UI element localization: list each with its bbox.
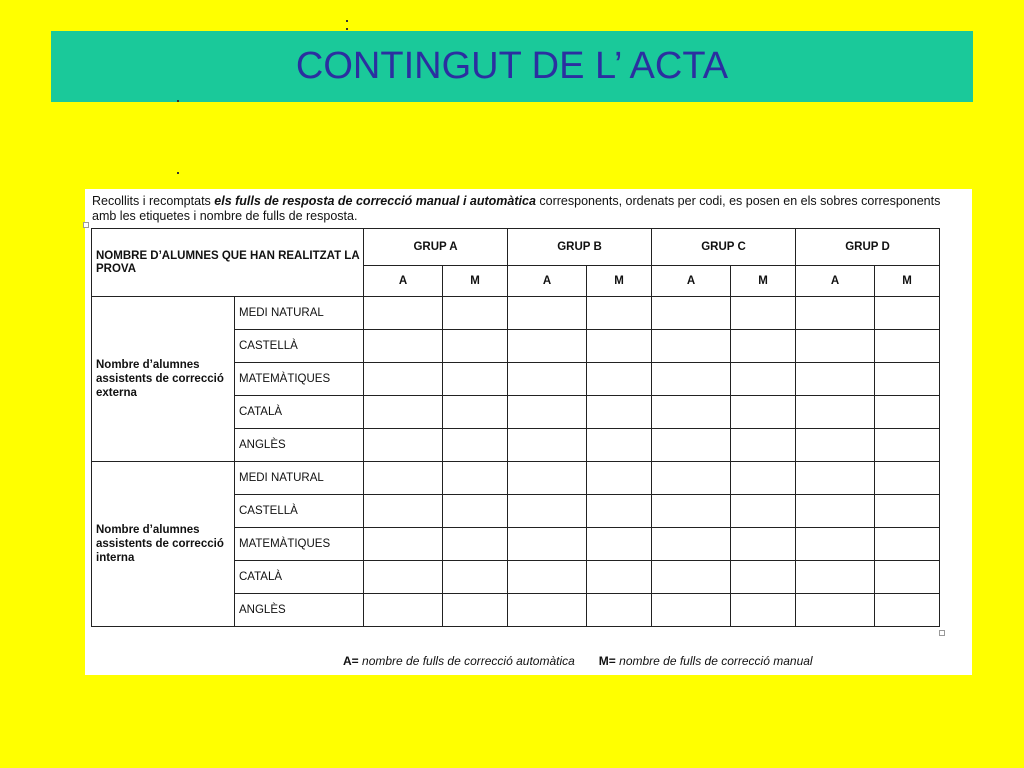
count-cell[interactable] xyxy=(587,330,652,363)
count-cell[interactable] xyxy=(796,330,875,363)
count-cell[interactable] xyxy=(508,495,587,528)
count-cell[interactable] xyxy=(443,462,508,495)
count-cell[interactable] xyxy=(508,363,587,396)
count-cell[interactable] xyxy=(508,594,587,627)
count-cell[interactable] xyxy=(652,561,731,594)
legend-m-text: nombre de fulls de correcció manual xyxy=(615,654,813,668)
legend-m-key: M= xyxy=(598,654,616,668)
title-band xyxy=(51,31,973,102)
anchor-mark xyxy=(83,222,89,228)
count-cell[interactable] xyxy=(875,462,940,495)
stray-dot xyxy=(177,100,179,102)
slide-title: CONTINGUT DE L’ ACTA xyxy=(295,45,729,87)
subject-label: CATALÀ xyxy=(235,561,364,594)
table-header-label: NOMBRE D’ALUMNES QUE HAN REALITZAT LA PROVA xyxy=(92,229,364,297)
count-cell[interactable] xyxy=(875,561,940,594)
subject-label: CASTELLÀ xyxy=(235,495,364,528)
count-cell[interactable] xyxy=(731,330,796,363)
stray-dot xyxy=(177,172,179,174)
count-cell[interactable] xyxy=(443,363,508,396)
count-cell[interactable] xyxy=(587,297,652,330)
count-cell[interactable] xyxy=(796,561,875,594)
count-cell[interactable] xyxy=(652,594,731,627)
count-cell[interactable] xyxy=(508,528,587,561)
count-cell[interactable] xyxy=(587,462,652,495)
intro-emphasis: els fulls de resposta de correcció manual i automàtica xyxy=(214,194,536,208)
count-cell[interactable] xyxy=(508,462,587,495)
legend-a-key: A= xyxy=(343,654,359,668)
count-cell[interactable] xyxy=(731,495,796,528)
group-header-row xyxy=(92,229,940,266)
count-cell[interactable] xyxy=(508,561,587,594)
count-cell[interactable] xyxy=(508,330,587,363)
subject-label: MEDI NATURAL xyxy=(235,462,364,495)
count-cell[interactable] xyxy=(443,594,508,627)
count-cell[interactable] xyxy=(587,495,652,528)
count-cell[interactable] xyxy=(364,396,443,429)
group-header-c: GRUP C xyxy=(652,229,796,266)
count-cell[interactable] xyxy=(443,561,508,594)
legend-a-text: nombre de fulls de correcció automàtica xyxy=(358,654,575,668)
count-cell[interactable] xyxy=(796,495,875,528)
count-cell[interactable] xyxy=(652,462,731,495)
table-row xyxy=(92,297,940,330)
count-cell[interactable] xyxy=(796,462,875,495)
count-cell[interactable] xyxy=(875,495,940,528)
count-cell[interactable] xyxy=(731,561,796,594)
section-label-external: Nombre d’alumnes assistents de correcció externa xyxy=(92,297,235,462)
count-cell[interactable] xyxy=(731,429,796,462)
count-cell[interactable] xyxy=(508,429,587,462)
count-cell[interactable] xyxy=(652,330,731,363)
count-cell[interactable] xyxy=(443,528,508,561)
stray-dot xyxy=(346,28,348,30)
count-cell[interactable] xyxy=(364,297,443,330)
sub-header-a: A xyxy=(796,266,875,297)
sub-header-a: A xyxy=(508,266,587,297)
count-cell[interactable] xyxy=(731,594,796,627)
count-cell[interactable] xyxy=(587,528,652,561)
sub-header-m: M xyxy=(731,266,796,297)
intro-paragraph xyxy=(92,194,952,224)
count-cell[interactable] xyxy=(731,462,796,495)
count-cell[interactable] xyxy=(443,495,508,528)
subject-label: MATEMÀTIQUES xyxy=(235,528,364,561)
section-label-internal: Nombre d’alumnes assistents de correcció interna xyxy=(92,462,235,627)
count-cell[interactable] xyxy=(796,297,875,330)
group-header-b: GRUP B xyxy=(508,229,652,266)
count-cell[interactable] xyxy=(364,363,443,396)
count-cell[interactable] xyxy=(796,363,875,396)
subject-label: ANGLÈS xyxy=(235,429,364,462)
count-cell[interactable] xyxy=(796,396,875,429)
count-cell[interactable] xyxy=(508,297,587,330)
count-cell[interactable] xyxy=(652,297,731,330)
count-cell[interactable] xyxy=(364,429,443,462)
count-cell[interactable] xyxy=(796,594,875,627)
count-cell[interactable] xyxy=(652,495,731,528)
count-cell[interactable] xyxy=(875,528,940,561)
count-cell[interactable] xyxy=(443,297,508,330)
document-image xyxy=(85,189,972,675)
count-cell[interactable] xyxy=(652,429,731,462)
count-cell[interactable] xyxy=(587,396,652,429)
count-cell[interactable] xyxy=(875,297,940,330)
count-cell[interactable] xyxy=(508,396,587,429)
sub-header-m: M xyxy=(443,266,508,297)
sub-header-a: A xyxy=(364,266,443,297)
subject-label: CASTELLÀ xyxy=(235,330,364,363)
count-cell[interactable] xyxy=(652,363,731,396)
subject-label: CATALÀ xyxy=(235,396,364,429)
count-cell[interactable] xyxy=(364,495,443,528)
count-cell[interactable] xyxy=(652,396,731,429)
group-header-d: GRUP D xyxy=(796,229,940,266)
count-cell[interactable] xyxy=(731,297,796,330)
intro-text: Recollits i recomptats xyxy=(92,194,215,208)
table-row xyxy=(92,462,940,495)
group-header-a: GRUP A xyxy=(364,229,508,266)
intro-text: corresponents, ordenats per codi, es posen en els sobres corresponents amb les etiquetes i nombre de fulls de resposta. xyxy=(92,194,941,223)
count-cell[interactable] xyxy=(875,363,940,396)
count-cell[interactable] xyxy=(796,429,875,462)
count-cell[interactable] xyxy=(587,594,652,627)
anchor-mark xyxy=(939,630,945,636)
count-cell[interactable] xyxy=(796,528,875,561)
sub-header-m: M xyxy=(587,266,652,297)
count-cell[interactable] xyxy=(875,429,940,462)
count-cell[interactable] xyxy=(731,363,796,396)
count-cell[interactable] xyxy=(364,528,443,561)
count-cell[interactable] xyxy=(587,363,652,396)
count-cell[interactable] xyxy=(652,528,731,561)
count-cell[interactable] xyxy=(587,561,652,594)
legend xyxy=(343,654,813,668)
count-cell[interactable] xyxy=(875,594,940,627)
sub-header-m: M xyxy=(875,266,940,297)
subject-label: MEDI NATURAL xyxy=(235,297,364,330)
count-cell[interactable] xyxy=(364,594,443,627)
count-cell[interactable] xyxy=(443,429,508,462)
count-cell[interactable] xyxy=(731,396,796,429)
attendance-table xyxy=(91,228,940,627)
count-cell[interactable] xyxy=(443,330,508,363)
count-cell[interactable] xyxy=(364,462,443,495)
count-cell[interactable] xyxy=(443,396,508,429)
subject-label: ANGLÈS xyxy=(235,594,364,627)
count-cell[interactable] xyxy=(364,330,443,363)
count-cell[interactable] xyxy=(875,330,940,363)
count-cell[interactable] xyxy=(875,396,940,429)
subject-label: MATEMÀTIQUES xyxy=(235,363,364,396)
count-cell[interactable] xyxy=(587,429,652,462)
count-cell[interactable] xyxy=(731,528,796,561)
count-cell[interactable] xyxy=(364,561,443,594)
stray-dot xyxy=(346,20,348,22)
sub-header-a: A xyxy=(652,266,731,297)
